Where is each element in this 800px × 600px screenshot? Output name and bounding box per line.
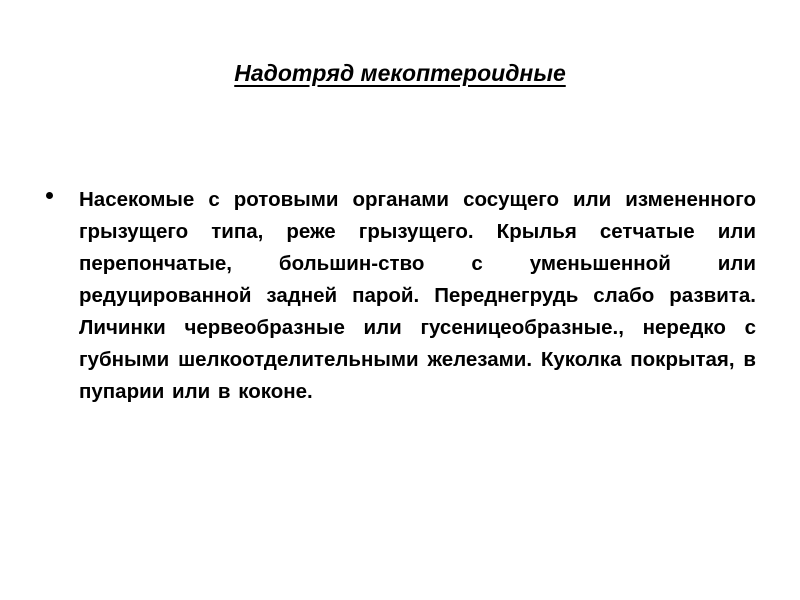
bullet-item bbox=[46, 184, 756, 408]
bullet-text: Насекомые с ротовыми органами сосущего или измененного грызущего типа, реже грызущего. Крылья сетчатые или перепончатые, большин-ство с уменьшенной или редуцированной задней парой. Переднегрудь слабо развита. Личинки червеобразные или гусеницеобразные., нередко с губными шелкоотделительными железами. Куколка покрытая, в пупарии или в коконе. bbox=[79, 188, 756, 403]
slide-title: Надотряд мекоптероидные bbox=[234, 60, 566, 86]
bullet-dot-icon bbox=[46, 192, 53, 199]
slide-content bbox=[46, 184, 756, 408]
